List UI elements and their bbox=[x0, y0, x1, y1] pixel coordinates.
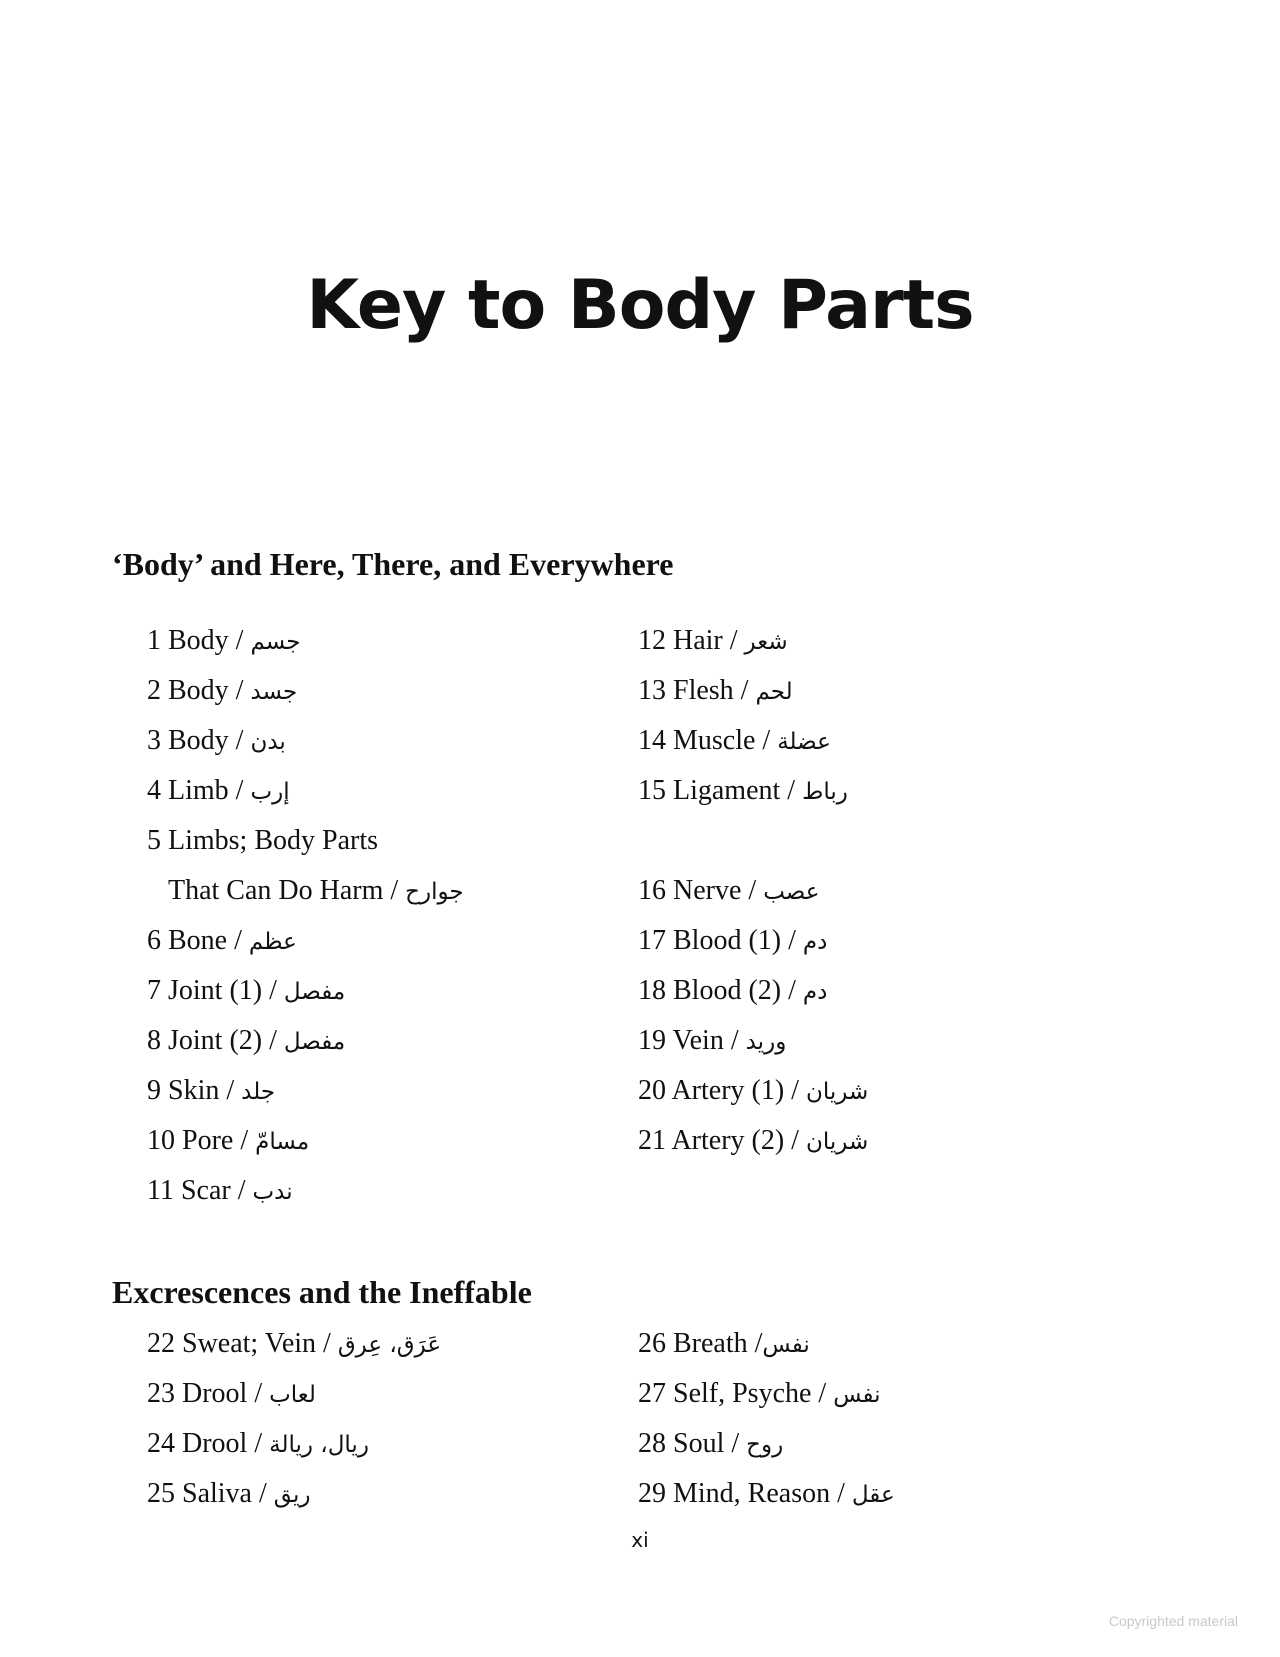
entry-8: 8 Joint (2) / مفصل bbox=[147, 1025, 346, 1056]
entry-7: 7 Joint (1) / مفصل bbox=[147, 975, 346, 1006]
entry-24: 24 Drool / ريال، ريالة bbox=[147, 1428, 369, 1459]
entry-23: 23 Drool / لعاب bbox=[147, 1378, 316, 1409]
entry-15: 15 Ligament / رباط bbox=[638, 775, 848, 806]
section-heading-body: ‘Body’ and Here, There, and Everywhere bbox=[112, 546, 674, 582]
entry-22: 22 Sweat; Vein / عَرَق، عِرق bbox=[147, 1328, 442, 1359]
entry-20: 20 Artery (1) / شريان bbox=[638, 1075, 869, 1106]
entry-3: 3 Body / بدن bbox=[147, 725, 286, 756]
entry-6: 6 Bone / عظم bbox=[147, 925, 297, 956]
section-heading-excrescences: Excrescences and the Ineffable bbox=[112, 1274, 532, 1310]
entry-12: 12 Hair / شعر bbox=[638, 625, 788, 656]
entry-10: 10 Pore / مسامّ bbox=[147, 1125, 310, 1156]
page-number: xi bbox=[631, 1528, 649, 1552]
entry-1: 1 Body / جسم bbox=[147, 625, 301, 656]
entry-17: 17 Blood (1) / دم bbox=[638, 925, 828, 956]
entry-5-line-1: 5 Limbs; Body Parts bbox=[147, 825, 379, 856]
copyright-notice: Copyrighted material bbox=[1108, 1613, 1238, 1629]
entry-2: 2 Body / جسد bbox=[147, 675, 298, 706]
entry-25: 25 Saliva / ريق bbox=[147, 1478, 311, 1509]
entry-14: 14 Muscle / عضلة bbox=[638, 725, 831, 756]
entry-4: 4 Limb / إرب bbox=[147, 775, 290, 806]
entry-9: 9 Skin / جلد bbox=[147, 1075, 276, 1106]
entry-11: 11 Scar / ندب bbox=[147, 1175, 293, 1206]
page-title: Key to Body Parts bbox=[306, 266, 974, 345]
entry-5-line-2: That Can Do Harm / جوارح bbox=[168, 875, 464, 906]
entry-13: 13 Flesh / لحم bbox=[638, 675, 793, 706]
entry-21: 21 Artery (2) / شريان bbox=[638, 1125, 869, 1156]
entry-27: 27 Self, Psyche / نفس bbox=[638, 1378, 881, 1409]
entry-29: 29 Mind, Reason / عقل bbox=[638, 1478, 895, 1509]
entry-26: 26 Breath /نفس bbox=[638, 1328, 810, 1359]
entry-18: 18 Blood (2) / دم bbox=[638, 975, 828, 1006]
entry-28: 28 Soul / روح bbox=[638, 1428, 784, 1459]
entry-16: 16 Nerve / عصب bbox=[638, 875, 820, 906]
entry-19: 19 Vein / وريد bbox=[638, 1025, 787, 1056]
